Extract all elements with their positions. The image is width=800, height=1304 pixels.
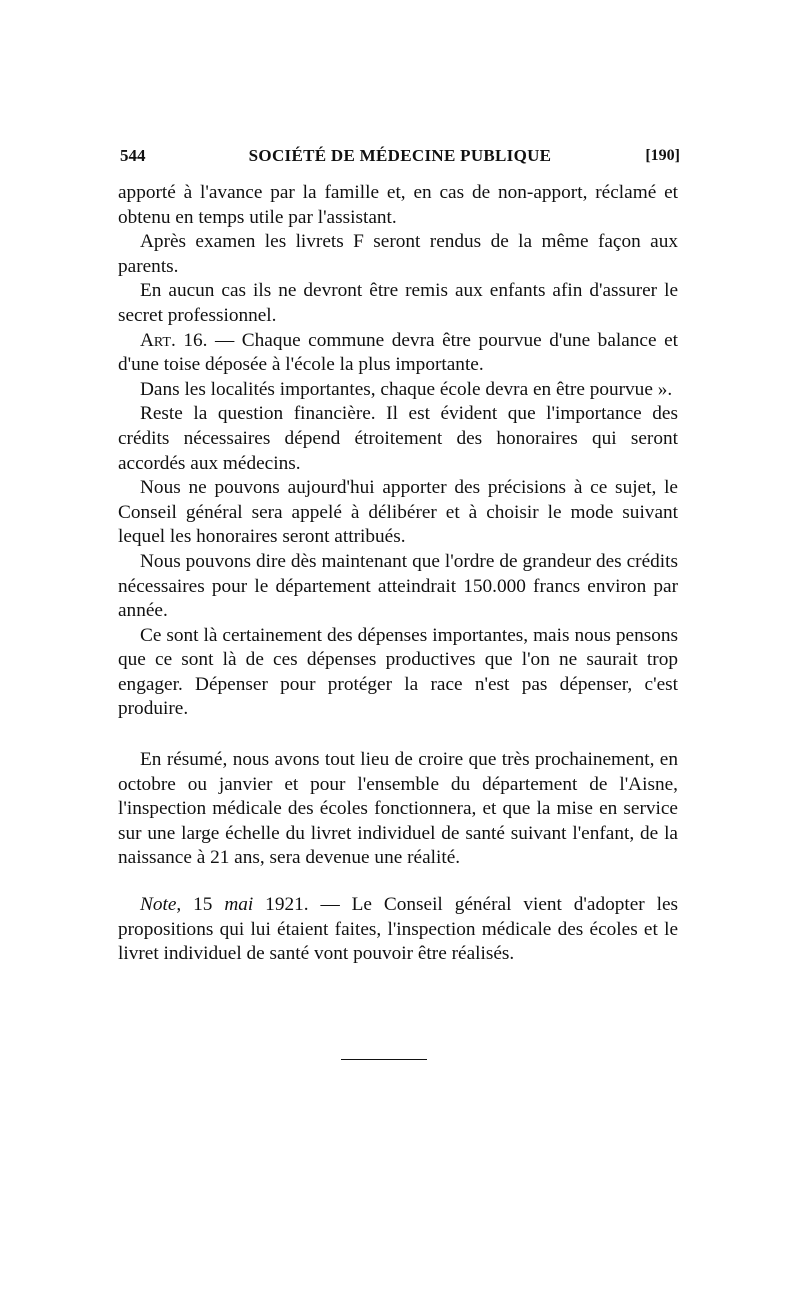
paragraph-continued: apporté à l'avance par la famille et, en cas de non-apport, réclamé et obtenu en temps utile par l'assistant. xyxy=(118,182,678,228)
paragraph: Nous ne pouvons aujourd'hui apporter des précisions à ce sujet, le Conseil général sera appelé à délibérer et à choisir le mode suivant lequel les honoraires seront attribués. xyxy=(118,477,678,548)
running-title: SOCIÉTÉ DE MÉDECINE PUBLIQUE xyxy=(248,146,552,165)
bracketed-page-number: [190] xyxy=(645,147,680,164)
article-text: 16. — Chaque commune devra être pourvue d'une balance et d'une toise déposée à l'école la plus importante. xyxy=(118,329,678,376)
note-text: . — Le Conseil général vient d'adopter les propositions qui lui étaient faites, l'inspection médicale des écoles et le livret individuel de santé vont pouvoir être réalisés. xyxy=(118,894,679,965)
note-paragraph xyxy=(118,893,678,967)
paragraph: Dans les localités importantes, chaque école devra en être pourvue ». xyxy=(140,378,673,400)
note-month: mai xyxy=(212,894,266,916)
body-text xyxy=(118,181,678,967)
note-day: 15 xyxy=(193,894,213,916)
paragraph: Après examen les livrets F seront rendus de la même façon aux parents. xyxy=(118,231,678,277)
section-spacer xyxy=(118,871,678,893)
running-header xyxy=(120,143,680,169)
article-label: Art. xyxy=(140,329,176,351)
note-year: 1921 xyxy=(265,894,304,916)
paragraph: Ce sont là certainement des dépenses importantes, mais nous pensons que ce sont là de ces dépenses productives que l'on ne saurait trop engager. Dépenser pour protéger la race n'est pas dépenser, c'est produire. xyxy=(118,624,678,720)
note-label: Note xyxy=(140,894,177,916)
paragraph: En aucun cas ils ne devront être remis aux enfants afin d'assurer le secret professionnel. xyxy=(118,280,678,326)
paragraph: Nous pouvons dire dès maintenant que l'ordre de grandeur des crédits nécessaires pour le département atteindrait 150.000 francs environ par année. xyxy=(118,550,678,622)
summary-paragraph: En résumé, nous avons tout lieu de croire que très prochainement, en octobre ou janvier et pour l'ensemble du département de l'Aisne, l'inspection médicale des écoles fonctionnera, et que la mise en service sur une large échelle du livret individuel de santé suivant l'enfant, de la naissance à 21 ans, sera devenue une réalité. xyxy=(118,749,678,869)
note-separator: , xyxy=(176,894,194,916)
section-spacer xyxy=(118,722,678,748)
article-paragraph xyxy=(118,329,678,378)
end-rule-divider xyxy=(341,1059,427,1060)
page-number: 544 xyxy=(120,146,146,165)
paragraph: Reste la question financière. Il est évident que l'importance des crédits nécessaires dépend étroitement des honoraires qui seront accordés aux médecins. xyxy=(118,403,678,474)
